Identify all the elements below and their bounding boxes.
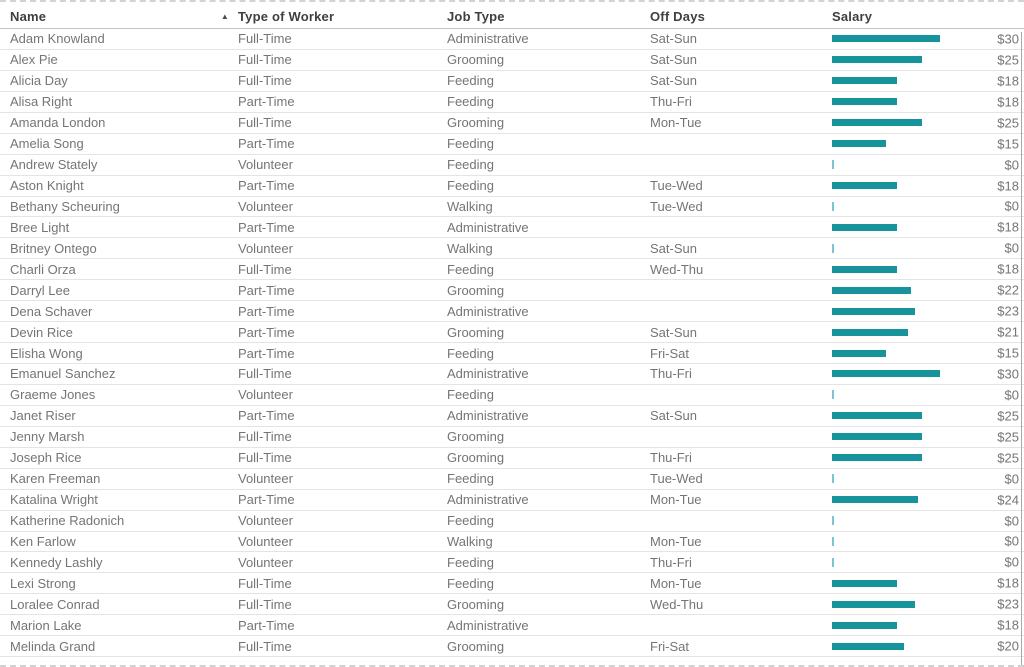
cell-type-of-worker: Full-Time: [238, 31, 292, 47]
table-row[interactable]: [0, 113, 1024, 134]
salary-bar[interactable]: [832, 412, 922, 419]
salary-bar[interactable]: [832, 56, 922, 63]
salary-value: $23: [997, 596, 1019, 612]
cell-type-of-worker: Part-Time: [238, 219, 295, 235]
salary-value: $24: [997, 492, 1019, 508]
cell-name: Ken Farlow: [10, 533, 76, 549]
table-row[interactable]: [0, 615, 1024, 636]
salary-bar[interactable]: [832, 537, 834, 546]
cell-type-of-worker: Full-Time: [238, 575, 292, 591]
cell-job-type: Administrative: [447, 617, 529, 633]
cell-job-type: Feeding: [447, 513, 494, 529]
cell-off-days: Thu-Fri: [650, 94, 692, 110]
cell-salary: [832, 259, 1024, 279]
salary-bar[interactable]: [832, 287, 911, 294]
salary-value: $25: [997, 450, 1019, 466]
salary-value: $23: [997, 303, 1019, 319]
cell-name: Alex Pie: [10, 52, 58, 68]
salary-bar[interactable]: [832, 244, 834, 253]
cell-type-of-worker: Full-Time: [238, 596, 292, 612]
salary-bar[interactable]: [832, 140, 886, 147]
cell-salary: [832, 343, 1024, 363]
salary-value: $0: [1004, 157, 1019, 173]
table-header-row: [0, 2, 1024, 29]
cell-name: Amanda London: [10, 115, 106, 131]
salary-value: $22: [997, 282, 1019, 298]
salary-value: $25: [997, 429, 1019, 445]
cell-name: Aston Knight: [10, 178, 84, 194]
cell-salary: [832, 364, 1024, 384]
cell-salary: [832, 511, 1024, 531]
salary-value: $0: [1004, 533, 1019, 549]
cell-type-of-worker: Volunteer: [238, 554, 293, 570]
cell-off-days: Tue-Wed: [650, 178, 703, 194]
column-header-salary-label: Salary: [832, 9, 873, 24]
salary-value: $20: [997, 638, 1019, 654]
cell-off-days: Sat-Sun: [650, 240, 697, 256]
cell-job-type: Feeding: [447, 261, 494, 277]
cell-type-of-worker: Volunteer: [238, 387, 293, 403]
salary-value: $15: [997, 345, 1019, 361]
cell-salary: [832, 322, 1024, 342]
cell-type-of-worker: Part-Time: [238, 136, 295, 152]
cell-name: Marion Lake: [10, 617, 82, 633]
cell-job-type: Feeding: [447, 471, 494, 487]
table-row[interactable]: [0, 155, 1024, 176]
salary-value: $0: [1004, 387, 1019, 403]
cell-name: Elisha Wong: [10, 345, 83, 361]
salary-value: $15: [997, 136, 1019, 152]
cell-job-type: Administrative: [447, 219, 529, 235]
cell-job-type: Feeding: [447, 178, 494, 194]
salary-value: $25: [997, 115, 1019, 131]
table-body: [0, 29, 1024, 657]
cell-salary: [832, 238, 1024, 258]
cell-job-type: Feeding: [447, 345, 494, 361]
salary-value: $18: [997, 178, 1019, 194]
salary-value: $0: [1004, 198, 1019, 214]
cell-name: Janet Riser: [10, 408, 76, 424]
table-row[interactable]: [0, 322, 1024, 343]
cell-salary: [832, 176, 1024, 196]
cell-name: Dena Schaver: [10, 303, 93, 319]
salary-bar[interactable]: [832, 350, 886, 357]
cell-job-type: Grooming: [447, 596, 505, 612]
cell-off-days: Mon-Tue: [650, 115, 702, 131]
cell-name: Joseph Rice: [10, 450, 82, 466]
cell-type-of-worker: Full-Time: [238, 638, 292, 654]
cell-type-of-worker: Part-Time: [238, 94, 295, 110]
cell-off-days: Wed-Thu: [650, 596, 704, 612]
column-header-salary[interactable]: [832, 9, 1024, 24]
cell-off-days: Mon-Tue: [650, 533, 702, 549]
cell-salary: [832, 615, 1024, 635]
cell-salary: [832, 469, 1024, 489]
salary-value: $18: [997, 219, 1019, 235]
cell-type-of-worker: Part-Time: [238, 617, 295, 633]
cell-salary: [832, 448, 1024, 468]
table-row[interactable]: [0, 29, 1024, 50]
table-row[interactable]: [0, 71, 1024, 92]
cell-type-of-worker: Part-Time: [238, 324, 295, 340]
cell-name: Kennedy Lashly: [10, 554, 103, 570]
cell-type-of-worker: Part-Time: [238, 178, 295, 194]
cell-type-of-worker: Volunteer: [238, 157, 293, 173]
salary-value: $0: [1004, 240, 1019, 256]
cell-salary: [832, 71, 1024, 91]
column-header-type-of-worker[interactable]: [238, 9, 447, 24]
salary-bar[interactable]: [832, 433, 922, 440]
salary-bar[interactable]: [832, 580, 897, 587]
salary-bar[interactable]: [832, 308, 915, 315]
cell-job-type: Feeding: [447, 73, 494, 89]
cell-job-type: Grooming: [447, 52, 505, 68]
cell-off-days: Thu-Fri: [650, 450, 692, 466]
table-row[interactable]: [0, 301, 1024, 322]
salary-bar[interactable]: [832, 98, 897, 105]
cell-salary: [832, 532, 1024, 552]
cell-name: Andrew Stately: [10, 157, 98, 173]
cell-name: Britney Ontego: [10, 240, 97, 256]
salary-bar[interactable]: [832, 622, 897, 629]
salary-value: $18: [997, 94, 1019, 110]
cell-type-of-worker: Full-Time: [238, 261, 292, 277]
cell-salary: [832, 50, 1024, 70]
cell-job-type: Grooming: [447, 115, 505, 131]
table-row[interactable]: [0, 134, 1024, 155]
cell-off-days: Mon-Tue: [650, 575, 702, 591]
cell-salary: [832, 594, 1024, 614]
cell-name: Lexi Strong: [10, 575, 76, 591]
cell-salary: [832, 113, 1024, 133]
salary-bar[interactable]: [832, 160, 834, 169]
cell-job-type: Feeding: [447, 94, 494, 110]
cell-type-of-worker: Full-Time: [238, 450, 292, 466]
salary-value: $18: [997, 617, 1019, 633]
sort-ascending-icon[interactable]: ▲: [220, 11, 229, 21]
salary-bar[interactable]: [832, 496, 918, 503]
table-row[interactable]: [0, 469, 1024, 490]
cell-type-of-worker: Volunteer: [238, 471, 293, 487]
table-row[interactable]: [0, 448, 1024, 469]
cell-off-days: Tue-Wed: [650, 198, 703, 214]
cell-job-type: Administrative: [447, 303, 529, 319]
salary-value: $30: [997, 366, 1019, 382]
table-row[interactable]: [0, 217, 1024, 238]
cell-salary: [832, 406, 1024, 426]
salary-value: $30: [997, 31, 1019, 47]
table-row[interactable]: [0, 427, 1024, 448]
salary-bar[interactable]: [832, 182, 897, 189]
cell-name: Loralee Conrad: [10, 596, 100, 612]
cell-type-of-worker: Volunteer: [238, 513, 293, 529]
cell-salary: [832, 385, 1024, 405]
table-row[interactable]: [0, 92, 1024, 113]
salary-value: $25: [997, 52, 1019, 68]
cell-salary: [832, 427, 1024, 447]
cell-type-of-worker: Volunteer: [238, 240, 293, 256]
column-header-name-label: Name: [10, 9, 47, 24]
table-row[interactable]: [0, 406, 1024, 427]
cell-name: Alicia Day: [10, 73, 68, 89]
column-header-job-type[interactable]: [447, 9, 650, 24]
salary-value: $18: [997, 261, 1019, 277]
cell-off-days: Tue-Wed: [650, 471, 703, 487]
cell-salary: [832, 197, 1024, 217]
cell-off-days: Mon-Tue: [650, 492, 702, 508]
cell-off-days: Thu-Fri: [650, 366, 692, 382]
cell-type-of-worker: Full-Time: [238, 115, 292, 131]
cell-job-type: Grooming: [447, 282, 505, 298]
cell-job-type: Feeding: [447, 554, 494, 570]
cell-job-type: Grooming: [447, 429, 505, 445]
table-row[interactable]: [0, 490, 1024, 511]
cell-type-of-worker: Part-Time: [238, 282, 295, 298]
table-row[interactable]: [0, 552, 1024, 573]
cell-off-days: Sat-Sun: [650, 31, 697, 47]
salary-bar[interactable]: [832, 643, 904, 650]
salary-bar[interactable]: [832, 390, 834, 399]
cell-name: Emanuel Sanchez: [10, 366, 116, 382]
table-row[interactable]: [0, 385, 1024, 406]
cell-salary: [832, 573, 1024, 593]
table-row[interactable]: [0, 280, 1024, 301]
cell-salary: [832, 134, 1024, 154]
cell-name: Graeme Jones: [10, 387, 96, 403]
cell-type-of-worker: Part-Time: [238, 408, 295, 424]
cell-job-type: Administrative: [447, 31, 529, 47]
salary-value: $0: [1004, 513, 1019, 529]
cell-job-type: Feeding: [447, 136, 494, 152]
salary-value: $18: [997, 73, 1019, 89]
salary-bar[interactable]: [832, 35, 940, 42]
cell-name: Jenny Marsh: [10, 429, 85, 445]
cell-job-type: Administrative: [447, 366, 529, 382]
salary-bar[interactable]: [832, 516, 834, 525]
cell-name: Adam Knowland: [10, 31, 105, 47]
cell-off-days: Sat-Sun: [650, 52, 697, 68]
cell-job-type: Walking: [447, 198, 493, 214]
cell-type-of-worker: Part-Time: [238, 303, 295, 319]
salary-bar[interactable]: [832, 266, 897, 273]
cell-off-days: Sat-Sun: [650, 73, 697, 89]
cell-job-type: Administrative: [447, 492, 529, 508]
cell-job-type: Grooming: [447, 450, 505, 466]
cell-salary: [832, 155, 1024, 175]
table-row[interactable]: [0, 594, 1024, 615]
cell-name: Bethany Scheuring: [10, 198, 120, 214]
table-row[interactable]: [0, 636, 1024, 657]
salary-bar[interactable]: [832, 77, 897, 84]
cell-job-type: Feeding: [447, 157, 494, 173]
cell-name: Alisa Right: [10, 94, 73, 110]
cell-type-of-worker: Part-Time: [238, 345, 295, 361]
column-header-off-days-label: Off Days: [650, 9, 706, 24]
cell-job-type: Administrative: [447, 408, 529, 424]
cell-salary: [832, 29, 1024, 49]
cell-salary: [832, 552, 1024, 572]
cell-off-days: Fri-Sat: [650, 345, 689, 361]
cell-type-of-worker: Full-Time: [238, 52, 292, 68]
cell-type-of-worker: Volunteer: [238, 533, 293, 549]
column-header-job-type-label: Job Type: [447, 9, 505, 24]
cell-name: Charli Orza: [10, 261, 76, 277]
salary-bar[interactable]: [832, 474, 834, 483]
table-row[interactable]: [0, 343, 1024, 364]
salary-value: $18: [997, 575, 1019, 591]
cell-off-days: Wed-Thu: [650, 261, 704, 277]
cell-job-type: Grooming: [447, 324, 505, 340]
cell-job-type: Walking: [447, 240, 493, 256]
table-row[interactable]: [0, 364, 1024, 385]
cell-salary: [832, 280, 1024, 300]
cell-off-days: Sat-Sun: [650, 408, 697, 424]
column-header-off-days[interactable]: [650, 9, 832, 24]
salary-value: $0: [1004, 554, 1019, 570]
cell-salary: [832, 490, 1024, 510]
table-row[interactable]: [0, 50, 1024, 71]
table-row[interactable]: [0, 532, 1024, 553]
column-header-name[interactable]: [0, 9, 238, 24]
cell-salary: [832, 301, 1024, 321]
cell-type-of-worker: Part-Time: [238, 492, 295, 508]
salary-bar[interactable]: [832, 454, 922, 461]
cell-salary: [832, 92, 1024, 112]
table-row[interactable]: [0, 259, 1024, 280]
cell-type-of-worker: Volunteer: [238, 198, 293, 214]
salary-value: $0: [1004, 471, 1019, 487]
cell-job-type: Walking: [447, 533, 493, 549]
cell-salary: [832, 217, 1024, 237]
vertical-divider: [1021, 32, 1022, 665]
salary-bar[interactable]: [832, 601, 915, 608]
cell-name: Melinda Grand: [10, 638, 96, 654]
table-row[interactable]: [0, 197, 1024, 218]
salary-bar[interactable]: [832, 202, 834, 211]
salary-bar[interactable]: [832, 558, 834, 567]
table-row[interactable]: [0, 511, 1024, 532]
cell-type-of-worker: Full-Time: [238, 366, 292, 382]
table-row[interactable]: [0, 238, 1024, 259]
cell-name: Darryl Lee: [10, 282, 70, 298]
cell-name: Bree Light: [10, 219, 70, 235]
cell-off-days: Sat-Sun: [650, 324, 697, 340]
cell-off-days: Fri-Sat: [650, 638, 689, 654]
salary-bar[interactable]: [832, 119, 922, 126]
cell-name: Katalina Wright: [10, 492, 98, 508]
column-header-type-of-worker-label: Type of Worker: [238, 9, 335, 24]
cell-name: Katherine Radonich: [10, 513, 125, 529]
cell-name: Karen Freeman: [10, 471, 101, 487]
cell-name: Devin Rice: [10, 324, 73, 340]
cell-type-of-worker: Full-Time: [238, 429, 292, 445]
salary-value: $21: [997, 324, 1019, 340]
salary-bar[interactable]: [832, 329, 908, 336]
cell-job-type: Grooming: [447, 638, 505, 654]
cell-name: Amelia Song: [10, 136, 84, 152]
salary-value: $25: [997, 408, 1019, 424]
cell-job-type: Feeding: [447, 575, 494, 591]
cell-salary: [832, 636, 1024, 656]
salary-bar[interactable]: [832, 224, 897, 231]
cell-job-type: Feeding: [447, 387, 494, 403]
salary-bar[interactable]: [832, 370, 940, 377]
table-row[interactable]: [0, 176, 1024, 197]
cell-type-of-worker: Full-Time: [238, 73, 292, 89]
table-row[interactable]: [0, 573, 1024, 594]
cell-off-days: Thu-Fri: [650, 554, 692, 570]
